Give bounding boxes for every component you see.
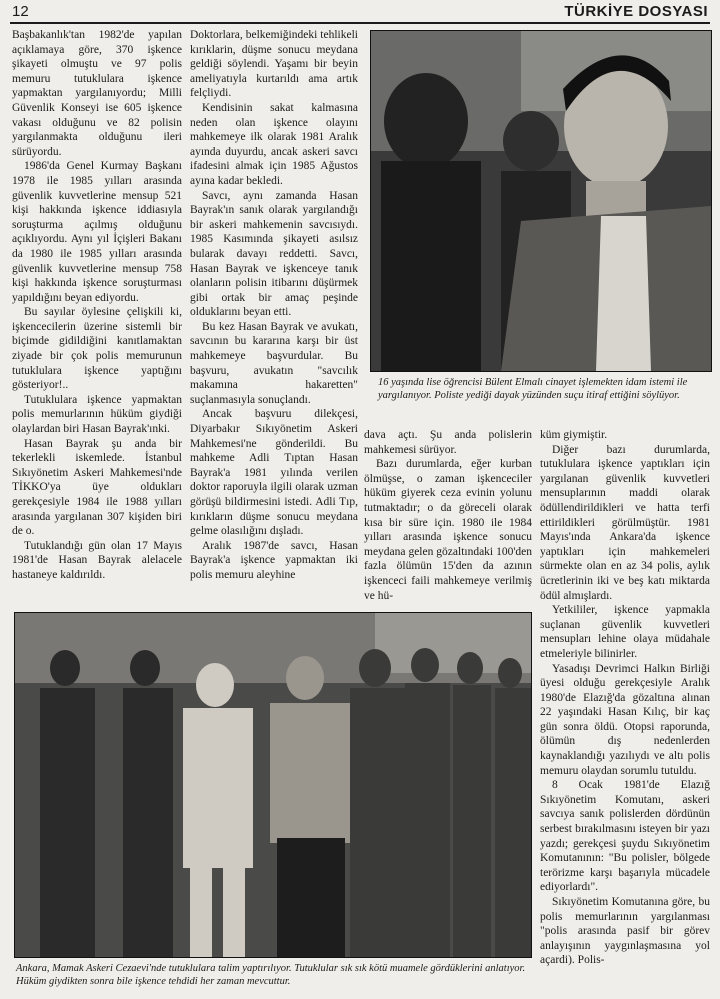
paragraph: 8 Ocak 1981'de Elazığ Sıkıyönetim Komutanı, askeri savcıya sanık polislerden dördünün serbest bırakılmasını isteyen bir yazı yazdı; gerekçesi şuydu Sıkıyönetim Komutanının: "Bu polisler, bölgede terörizme karşı başarıyla mücadele ediyorlardı". [540,779,710,894]
article-column-1 [12,28,182,583]
paragraph: Bu sayılar öylesine çelişkili ki, işkencecilerin üzerine sistemli bir biçimde gidildiğini kanıtlamaktan ziyade bir çok polis memurunun tutuklulara işkence yaptığını gösteriyor!.. [12,306,182,392]
prison-drill-photo-caption: Ankara, Mamak Askeri Cezaevi'nde tutuklulara talim yaptırılıyor. Tutuklular sık sık kötü muamele gördüklerini anlatıyor. Hüküm giydikten sonra bile işkence tehdidi her zaman mevcuttur. [16,963,526,987]
page-number: 12 [12,3,29,20]
paragraph: 1986'da Genel Kurmay Başkanı 1978 ile 1985 yılları arasında güvenlik kuvvetlerine mensup 521 kişi hakkında işkence iddiasıyla soruşturma açılmış olduğunu açıklıyordu. Aynı yıl İçişleri Bakanı da 1980 ile 1985 yılları arasında güvenlik kuvvetlerine mensup 758 kişi hakkında işkence soruşturması yapıldığını beyan ediyordu. [12,160,182,304]
paragraph: Bu kez Hasan Bayrak ve avukatı, savcının bu kararına karşı bir üst mahkemeye başvurdular. Bu başvuru, avukatın "savcılık makamına hakaretten" suçlanmasıyla sonuçlandı. [190,320,358,406]
paragraph: Yetkililer, işkence yapmakla suçlanan güvenlik kuvvetleri mensupları lehine olaya müdahale etmeleriyle bilinirler. [540,604,710,660]
prison-drill-photo-image [15,613,531,957]
prison-drill-photo [14,612,532,958]
paragraph: Kendisinin sakat kalmasına neden olan işkence olayını mahkemeye ilk olarak 1981 Aralık ayında duyurdu, ancak askeri savcı ifadesini almak için 1985 Ağustos ayına kadar bekledi. [190,101,358,187]
paragraph: Aralık 1987'de savcı, Hasan Bayrak'a işkence yapmaktan iki polis memuru aleyhine [190,539,358,581]
page-header [10,2,710,24]
article-column-2 [190,28,358,583]
student-photo-caption: 16 yaşında lise öğrencisi Bülent Elmalı cinayet işlemekten idam istemi ile yargılanıyor. Poliste yediği dayak yüzünden suçu itiraf ettiğini söylüyor. [378,377,688,401]
paragraph: Bazı durumlarda, eğer kurban ölmüşse, o zaman işkenceciler hüküm giyerek ceza evinin yolunu tutmaktadır; o da göreceli olarak kısa bir süre için. 1980 ile 1984 yılları arasında işkence sonucu meydana gelen gözaltındaki 100'den fazla ölümün 15'den da azının işkenceci faili mahkemeye verilmiş ve hü- [364,458,532,602]
paragraph: Sıkıyönetim Komutanına göre, bu polis memurlarının yargılanması "polis arasında pasif bir görev anlayışının yaygınlaşmasına yol açardi). Polis- [540,896,710,967]
paragraph: Yasadışı Devrimci Halkın Birliği üyesi olduğu gerekçesiyle Aralık 1980'de Elazığ'da gözaltına alınan 22 yaşındaki Hasan Kılıç, bir kaç gün sonra öldü. Otopsi raporunda, ölümün dış nedenlerden kaynaklandığı yazılıydı ve altı polis memuru olaydan sorumlu tutuldu. [540,662,710,777]
paragraph: Hasan Bayrak şu anda bir tekerlekli iskemlede. İstanbul Sıkıyönetim Askeri Mahkemesi'nde TİKKO'ya üye oldukları gerekçesiyle 1984 ile 1988 yılları arasında yargılanan 307 kişiden biri de o. [12,437,182,538]
paragraph: Diğer bazı durumlarda, tutuklulara işkence yaptıkları için yargılanan güvenlik kuvvetleri mensuplarının maddi olarak ödüllendirildikleri ve hatta terfi ettirildikleri görülmüştür. 1981 Mayıs'ında Ankara'da işkence yaptıkları için mahkemeleri sürmekte olan en az 34 polis, aylık ücretlerinin iki ve beş katı miktarda ödül almışlardı. [540,443,710,602]
paragraph: Tutuklulara işkence yapmaktan polis memurlarının hüküm giydiği olaylardan biri Hasan Bayrak'ınki. [12,393,182,436]
section-title: TÜRKİYE DOSYASI [564,3,708,20]
student-photo-image [371,31,711,371]
paragraph: dava açtı. Şu anda polislerin mahkemesi sürüyor. [364,429,532,456]
paragraph: Tutuklandığı gün olan 17 Mayıs 1981'de Hasan Bayrak alelacele hastaneye kaldırıldı. [12,539,182,581]
paragraph: Başbakanlık'tan 1982'de yapılan açıklamaya göre, 370 işkence şikayeti olmuştu ve 97 polis memuru tutuklulara işkence yapmaktan yargılanıyordu; Milli Güvenlik Konseyi ise 605 işkence vakası olduğunu ve 82 polisin yargılanmakta olduğunu ileri sürüyordu. [12,29,182,158]
student-photo [370,30,712,372]
paragraph: Doktorlara, belkemiğindeki tehlikeli kırıklarin, düşme sonucu meydana geldiği söylendi. Yaşamı bir beyin ameliyatıyla kurtarıldı ama artık felçliydi. [190,29,358,100]
article-column-4 [540,428,710,968]
article-column-3 [364,428,532,603]
paragraph: Savcı, aynı zamanda Hasan Bayrak'ın sanık olarak yargılandığı bir askeri mahkemenin savcısıydı. 1985 Kasımında şikayeti asılsız bularak davayı reddetti. Savcı, Hasan Bayrak ve işkenceye tanık olanların polisin itibarını düşürmek gibi ortak bir amaç peşinde olduklarını beyan etti. [190,189,358,319]
paragraph: Ancak başvuru dilekçesi, Diyarbakır Sıkıyönetim Askeri Mahkemesi'ne gönderildi. Bu mahkeme Adli Tıptan Hasan Bayrak'a 1981 yılında verilen doktor raporuyla ilgili olarak uzman görüşü bildirmesini istedi. Adli Tıp, kırıkların düşme sonucu meydana gelme olasılığını dışladı. [190,408,358,538]
paragraph: küm giymiştir. [540,429,608,441]
